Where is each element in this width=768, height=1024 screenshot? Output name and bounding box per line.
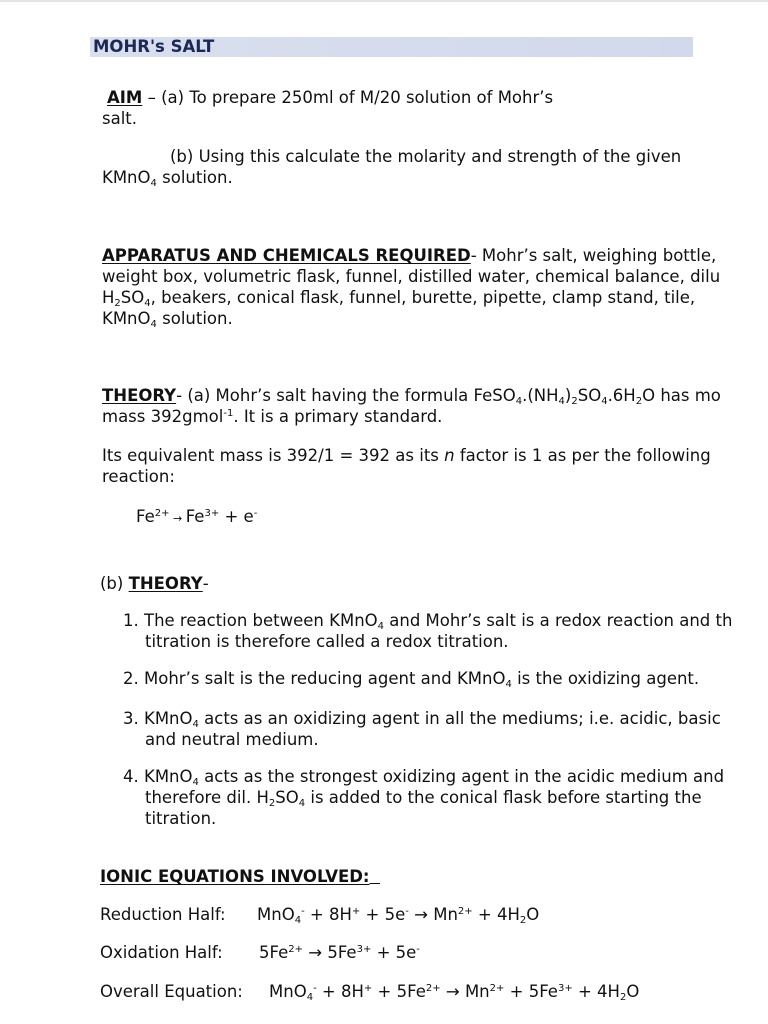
equivalent-mass-line-1: Its equivalent mass is 392/1 = 392 as its n factor is 1 as per the following — [102, 446, 711, 465]
equivalent-mass-line-2: reaction: — [102, 467, 175, 486]
theory-item-4: 4. KMnO$_4$ acts as the strongest oxidizing agent in the acidic medium and — [123, 767, 725, 788]
theory-item-4-line-3: titration. — [145, 809, 217, 828]
reduction-half-equation: $MnO_4^- + 8H^+ + 5e^- \to Mn^{2+} + 4H_2O$ — [257, 905, 540, 926]
theory-label: THEORY — [102, 386, 177, 405]
oxidation-half-equation: $5Fe^{2+} \to 5Fe^{3+} + 5e^-$ — [259, 943, 420, 962]
aim-line-1 — [107, 88, 553, 109]
apparatus-line-2: weight box, volumetric flask, funnel, distilled water, chemical balance, dilu — [102, 267, 721, 286]
apparatus-line-3: $H_2SO_4$, beakers, conical flask, funnel, burette, pipette, clamp stand, tile, — [102, 288, 696, 309]
theory-item-4-line-2: therefore dil. $H_2SO_4$ is added to the conical flask before starting the — [145, 788, 702, 809]
theory-line-1: THEORY- (a) Mohr’s salt having the formula $FeSO_4.(NH_4)_2SO_4.6H_2O$ has mo — [102, 386, 721, 407]
aim-part-b: (b) Using this calculate the molarity and strength of the given — [170, 147, 682, 166]
theory-item-2: 2. Mohr’s salt is the reducing agent and KMnO$_4$ is the oxidizing agent. — [123, 669, 700, 690]
theory-item-3-line-2: and neutral medium. — [145, 730, 319, 749]
theory-item-1: 1. The reaction between KMnO$_4$ and Mohr’s salt is a redox reaction and th — [123, 611, 733, 632]
aim-label: AIM — [107, 88, 143, 107]
apparatus-label: APPARATUS AND CHEMICALS REQUIRED — [102, 246, 471, 265]
aim-part-b-line-2: KMnO$_4$ solution. — [102, 168, 233, 189]
document-title: MOHR's SALT — [93, 37, 215, 56]
apparatus-line-4: KMnO$_4$ solution. — [102, 309, 233, 330]
ionic-heading: IONIC EQUATIONS INVOLVED: — [100, 867, 370, 886]
theory-item-1-line-2: titration is therefore called a redox titration. — [145, 632, 509, 651]
iron-oxidation-reaction: $Fe^{2+} \to Fe^{3+} + e^-$ — [136, 507, 258, 526]
theory-line-2: mass 392gmol$^{-1}$. It is a primary standard. — [102, 407, 443, 426]
overall-equation: $MnO_4^- + 8H^+ + 5Fe^{2+} \to Mn^{2+} + 5Fe^{3+} + 4H_2O$ — [269, 982, 640, 1003]
aim-line-2: salt. — [102, 109, 138, 128]
theory-item-3: 3. KMnO$_4$ acts as an oxidizing agent in all the mediums; i.e. acidic, basic — [123, 709, 721, 730]
aim-part-a: – (a) To prepare 250ml of M/20 solution of Mohr’s — [142, 88, 554, 107]
overall-equation-label: Overall Equation: — [100, 982, 243, 1001]
reduction-half-label: Reduction Half: — [100, 905, 226, 924]
theory-b-heading: (b) THEORY- — [100, 574, 209, 593]
apparatus-line-1: APPARATUS AND CHEMICALS REQUIRED- Mohr’s salt, weighing bottle, — [102, 246, 717, 265]
oxidation-half-label: Oxidation Half: — [100, 943, 223, 962]
